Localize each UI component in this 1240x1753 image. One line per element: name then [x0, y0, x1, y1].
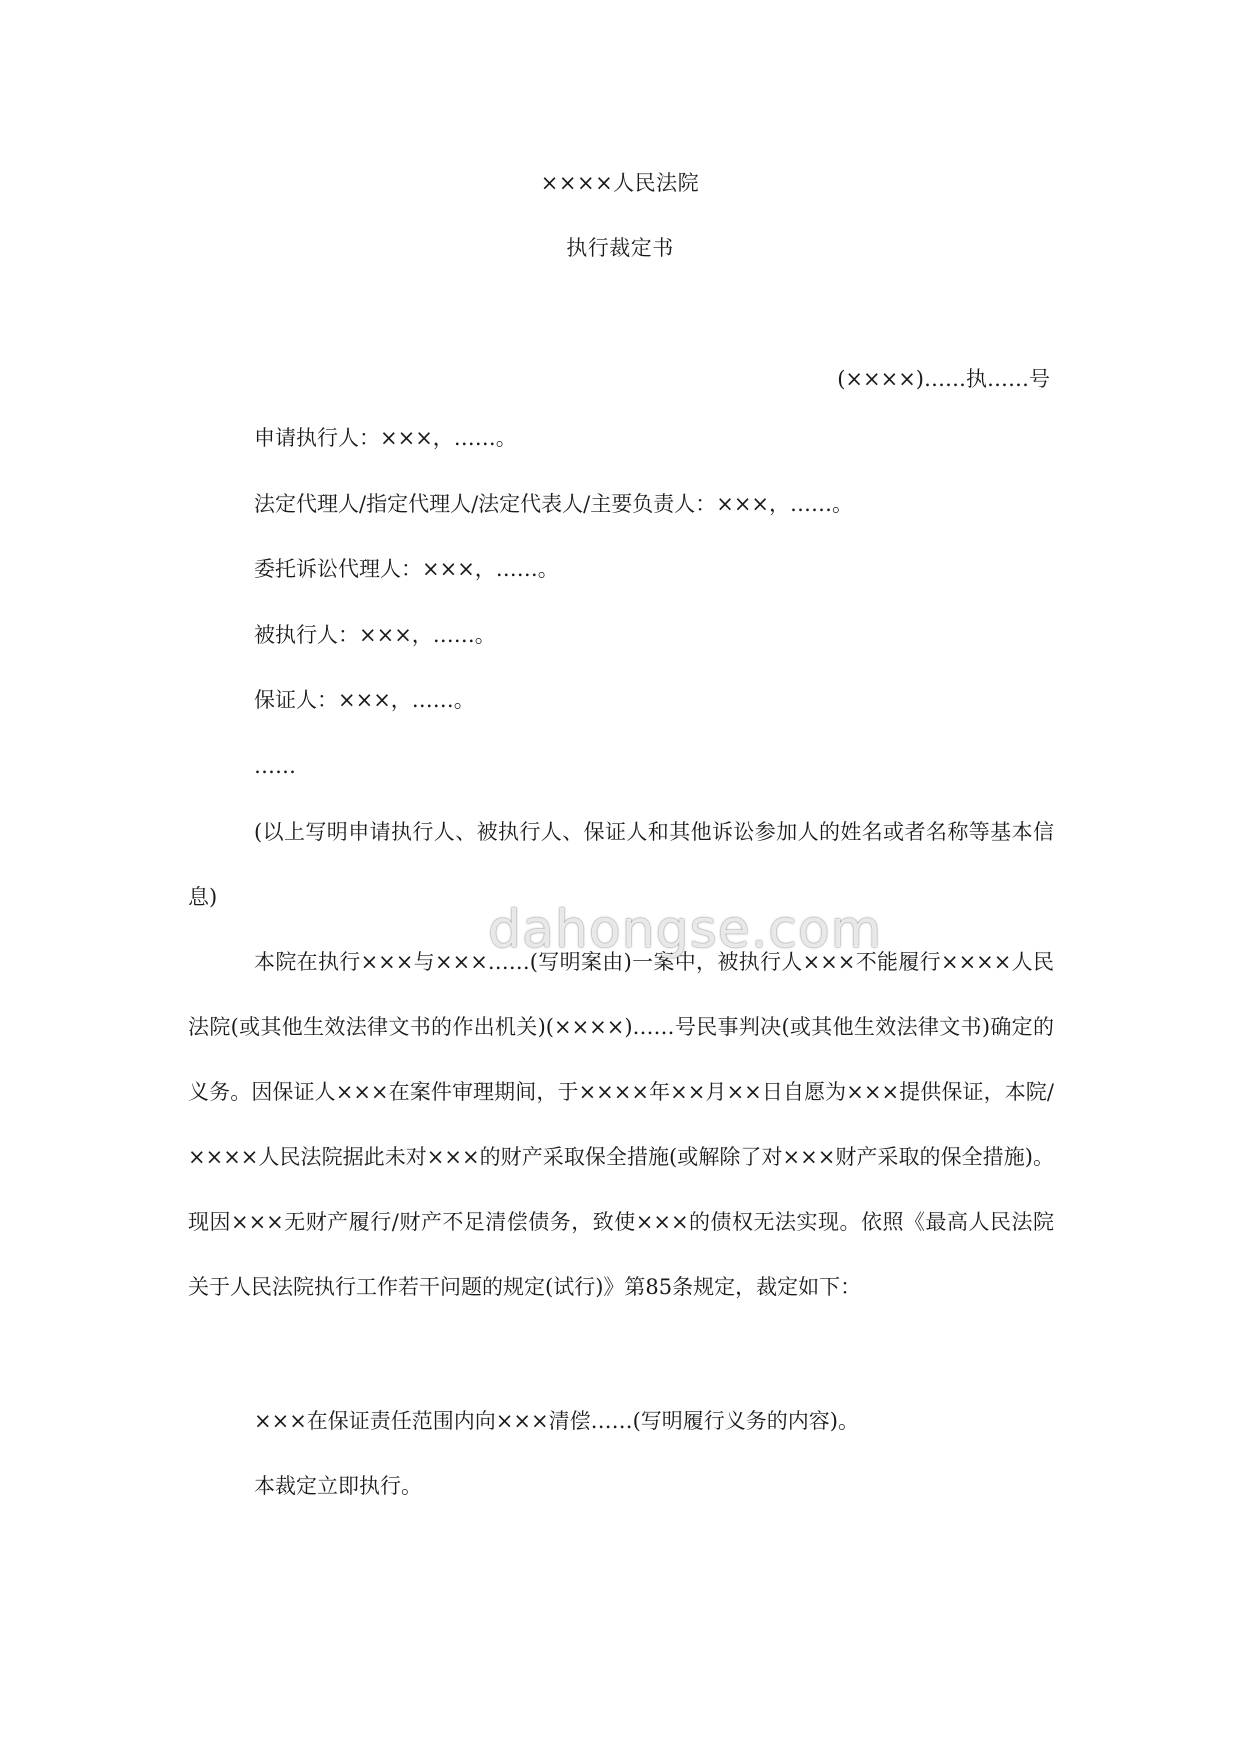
effect-paragraph: 本裁定立即执行。 — [254, 1474, 422, 1498]
watermark: dahongse.com — [488, 900, 883, 960]
ruling-paragraph: ×××在保证责任范围内向×××清偿……(写明履行义务的内容)。 — [254, 1409, 859, 1433]
party-applicant: 申请执行人：×××，……。 — [254, 426, 517, 450]
party-legal-agent: 法定代理人/指定代理人/法定代表人/主要负责人：×××，……。 — [254, 492, 854, 516]
case-number: (××××)……执……号 — [837, 367, 1050, 391]
party-guarantor: 保证人：×××，……。 — [254, 688, 475, 712]
facts-paragraph: 本院在执行×××与×××……(写明案由)一案中，被执行人×××不能履行××××人民法院(或其他生效法律文书的作出机关)(××××)……号民事判决(或其他生效法律文书)确定的义务。因保证人×××在案件审理期间，于××××年××月××日自愿为×××提供保证，本院/××××人民法院据此未对×××的财产采取保全措施(或解除了对×××财产采取的保全措施)。现因×××无财产履行/财产不足清偿债务，致使×××的债权无法实现。依照《最高人民法院关于人民法院执行工作若干问题的规定(试行)》第85条规定，裁定如下： — [188, 950, 1054, 1299]
document-title: 执行裁定书 — [566, 236, 674, 260]
party-entrusted-agent: 委托诉讼代理人：×××，……。 — [254, 557, 559, 581]
party-ellipsis: …… — [254, 754, 296, 778]
court-name: ××××人民法院 — [540, 171, 700, 195]
party-respondent: 被执行人：×××，……。 — [254, 623, 496, 647]
parties-note: (以上写明申请执行人、被执行人、保证人和其他诉讼参加人的姓名或者名称等基本信息) — [188, 820, 1054, 909]
